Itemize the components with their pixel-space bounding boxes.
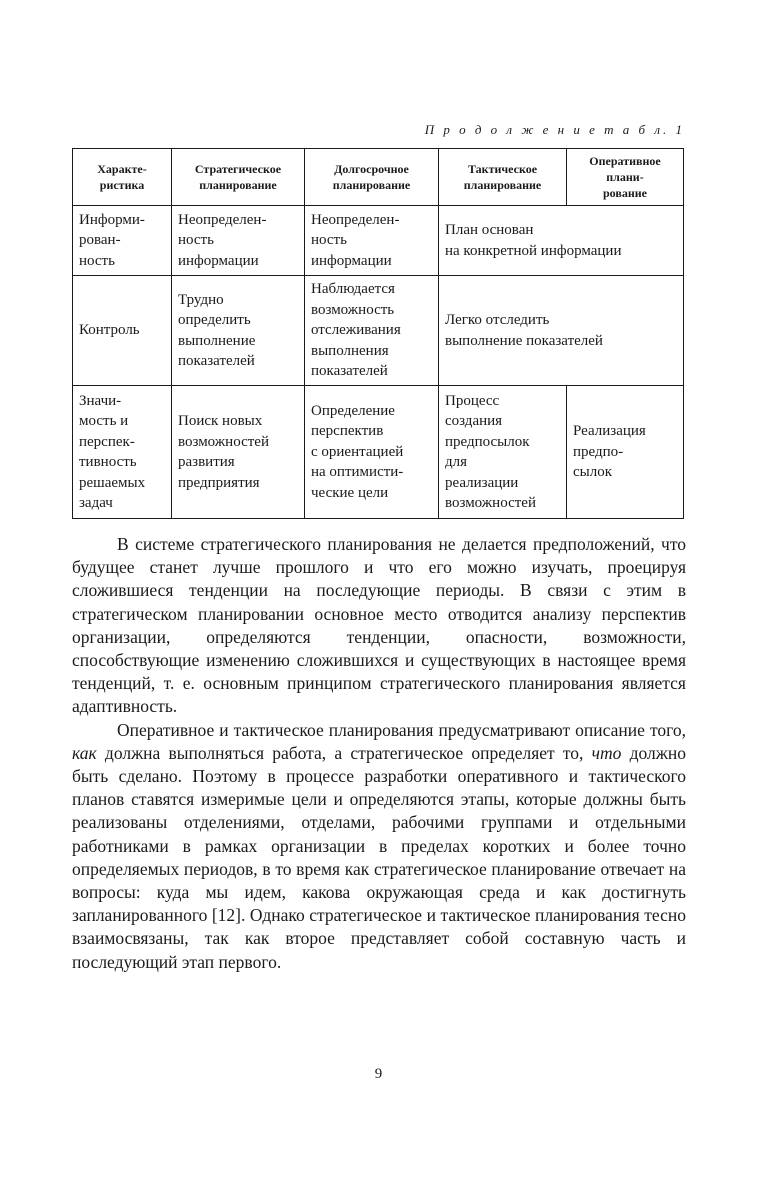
cell-characteristic: Контроль (73, 276, 172, 386)
cell-longterm: Определение перспектив с ориентацией на оптимисти- ческие цели (305, 386, 439, 519)
table-continuation-label: П р о д о л ж е н и е т а б л. 1 (424, 122, 685, 137)
cell-longterm: Наблюдается возможность отслеживания выполнения показателей (305, 276, 439, 386)
planning-comparison-table (72, 148, 684, 519)
table-row (73, 386, 684, 519)
cell-strategic: Трудно определить выполнение показателей (172, 276, 305, 386)
header-tactical: Тактическое планирование (439, 149, 567, 206)
header-characteristic: Характе- ристика (73, 149, 172, 206)
table-row (73, 276, 684, 386)
cell-strategic: Неопределен- ность информации (172, 206, 305, 276)
cell-longterm: Неопределен- ность информации (305, 206, 439, 276)
cell-operational: Реализация предпо- сылок (567, 386, 684, 519)
header-strategic: Стратегическое планирование (172, 149, 305, 206)
table-header-row (73, 149, 684, 206)
cell-tactical-operational: План основан на конкретной информации (439, 206, 684, 276)
cell-tactical: Процесс создания предпосылок для реализации возможностей (439, 386, 567, 519)
page-number: 9 (374, 1066, 383, 1082)
cell-strategic: Поиск новых возможностей развития предприятия (172, 386, 305, 519)
cell-characteristic: Информи- рован- ность (73, 206, 172, 276)
cell-characteristic: Значи- мость и перспек- тивность решаемых задач (73, 386, 172, 519)
emphasis: как (72, 742, 97, 763)
header-longterm: Долгосрочное планирование (305, 149, 439, 206)
cell-tactical-operational: Легко отследить выполнение показателей (439, 276, 684, 386)
emphasis: что (591, 742, 622, 763)
body-text (72, 533, 686, 974)
paragraph: Оперативное и тактическое планирования предусматривают описание того, как должна выполняться работа, а стратегическое определяет то, что должно быть сделано. Поэтому в процессе разработки оперативного и тактического планов ставятся измеримые цели и определяются этапы, которые должны быть реализованы отделениями, отделами, рабочими группами и отдельными работниками в рамках организации в пределах коротких и более точно определяемых периодов, в то время как стратегическое планирование отвечает на вопросы: куда мы идем, какова окружающая среда и как достигнуть запланированного [12]. Однако стратегическое и тактическое планирования тесно взаимосвязаны, так как второе представляет собой составную часть и последующий этап первого. (72, 719, 686, 972)
header-operational: Оперативное плани- рование (567, 149, 684, 206)
table-row (73, 206, 684, 276)
paragraph: В системе стратегического планирования не делается предположений, что будущее станет лучше прошлого и что его можно изучать, проецируя сложившиеся тенденции на последующие периоды. В связи с этим в стратегическом планировании основное место отводится анализу перспектив организации, определяются тенденции, опасности, возможности, способствующие изменению сложившихся и существующих в настоящее время тенденций, т. е. основным принципом стратегического планирования является адаптивность. (72, 534, 686, 717)
